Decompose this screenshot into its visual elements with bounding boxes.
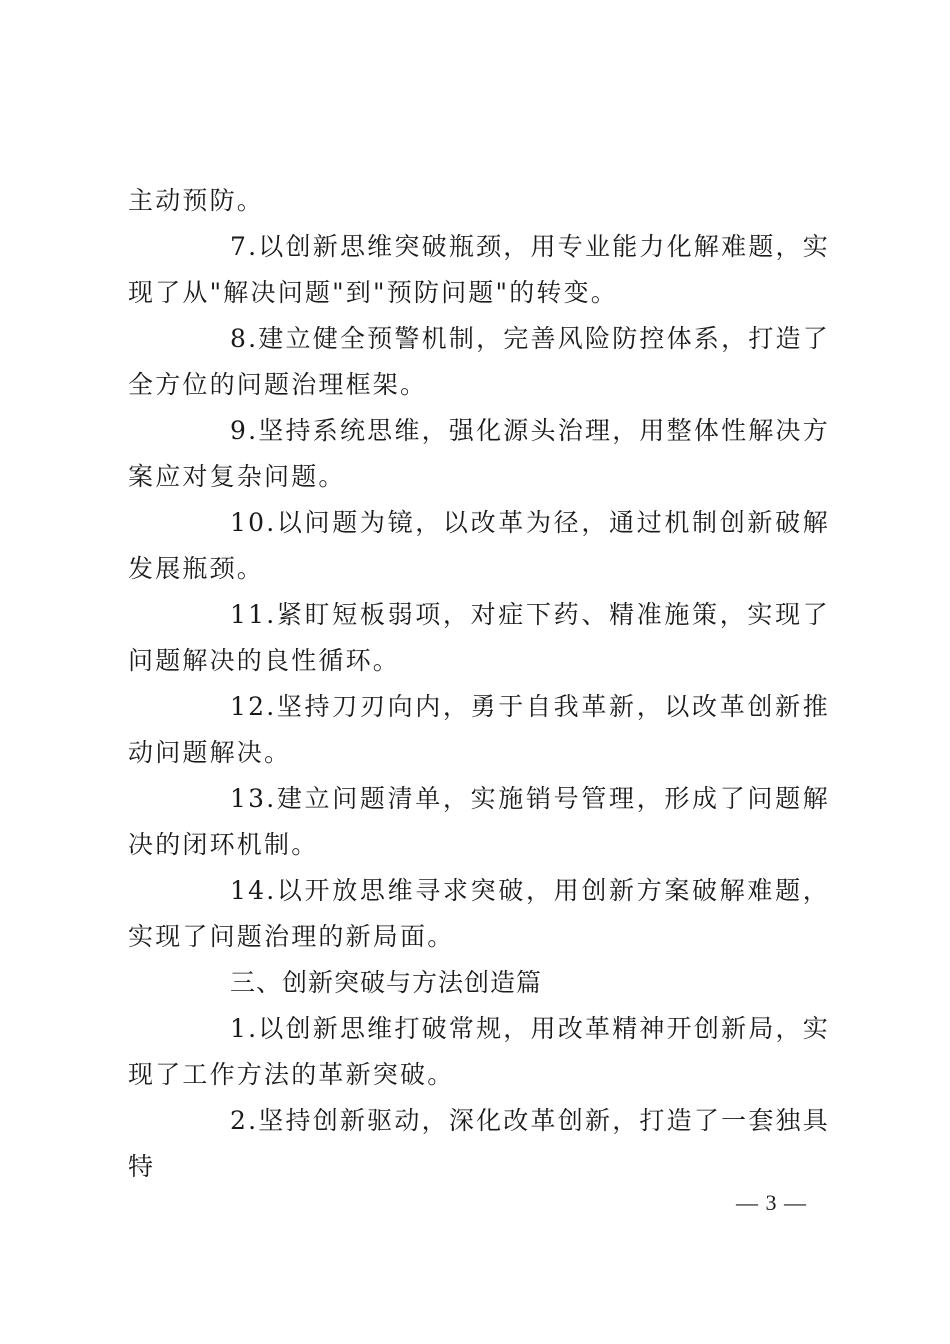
- paragraph-item-13: 13.建立问题清单，实施销号管理，形成了问题解决的闭环机制。: [128, 784, 830, 859]
- paragraph-item-14: 14.以开放思维寻求突破，用创新方案破解难题，实现了问题治理的新局面。: [128, 876, 830, 951]
- section-heading: 三、创新突破与方法创造篇: [230, 968, 543, 997]
- paragraph-item-7: 7.以创新思维突破瓶颈，用专业能力化解难题，实现了从"解决问题"到"预防问题"的转变。: [128, 232, 830, 307]
- page-number: — 3 —: [736, 1190, 807, 1215]
- paragraph-item-12: 12.坚持刀刃向内，勇于自我革新，以改革创新推动问题解决。: [128, 692, 830, 767]
- paragraph-continuation: 主动预防。: [128, 186, 265, 215]
- paragraph-item-10: 10.以问题为镜，以改革为径，通过机制创新破解发展瓶颈。: [128, 508, 830, 583]
- section-paragraph-2: 2.坚持创新驱动，深化改革创新，打造了一套独具特: [128, 1106, 830, 1181]
- paragraph-item-11: 11.紧盯短板弱项，对症下药、精准施策，实现了问题解决的良性循环。: [128, 600, 830, 675]
- document-body: [128, 178, 830, 1190]
- paragraph-item-9: 9.坚持系统思维，强化源头治理，用整体性解决方案应对复杂问题。: [128, 416, 830, 491]
- paragraph-item-8: 8.建立健全预警机制，完善风险防控体系，打造了全方位的问题治理框架。: [128, 324, 830, 399]
- section-paragraph-1: 1.以创新思维打破常规，用改革精神开创新局，实现了工作方法的革新突破。: [128, 1014, 830, 1089]
